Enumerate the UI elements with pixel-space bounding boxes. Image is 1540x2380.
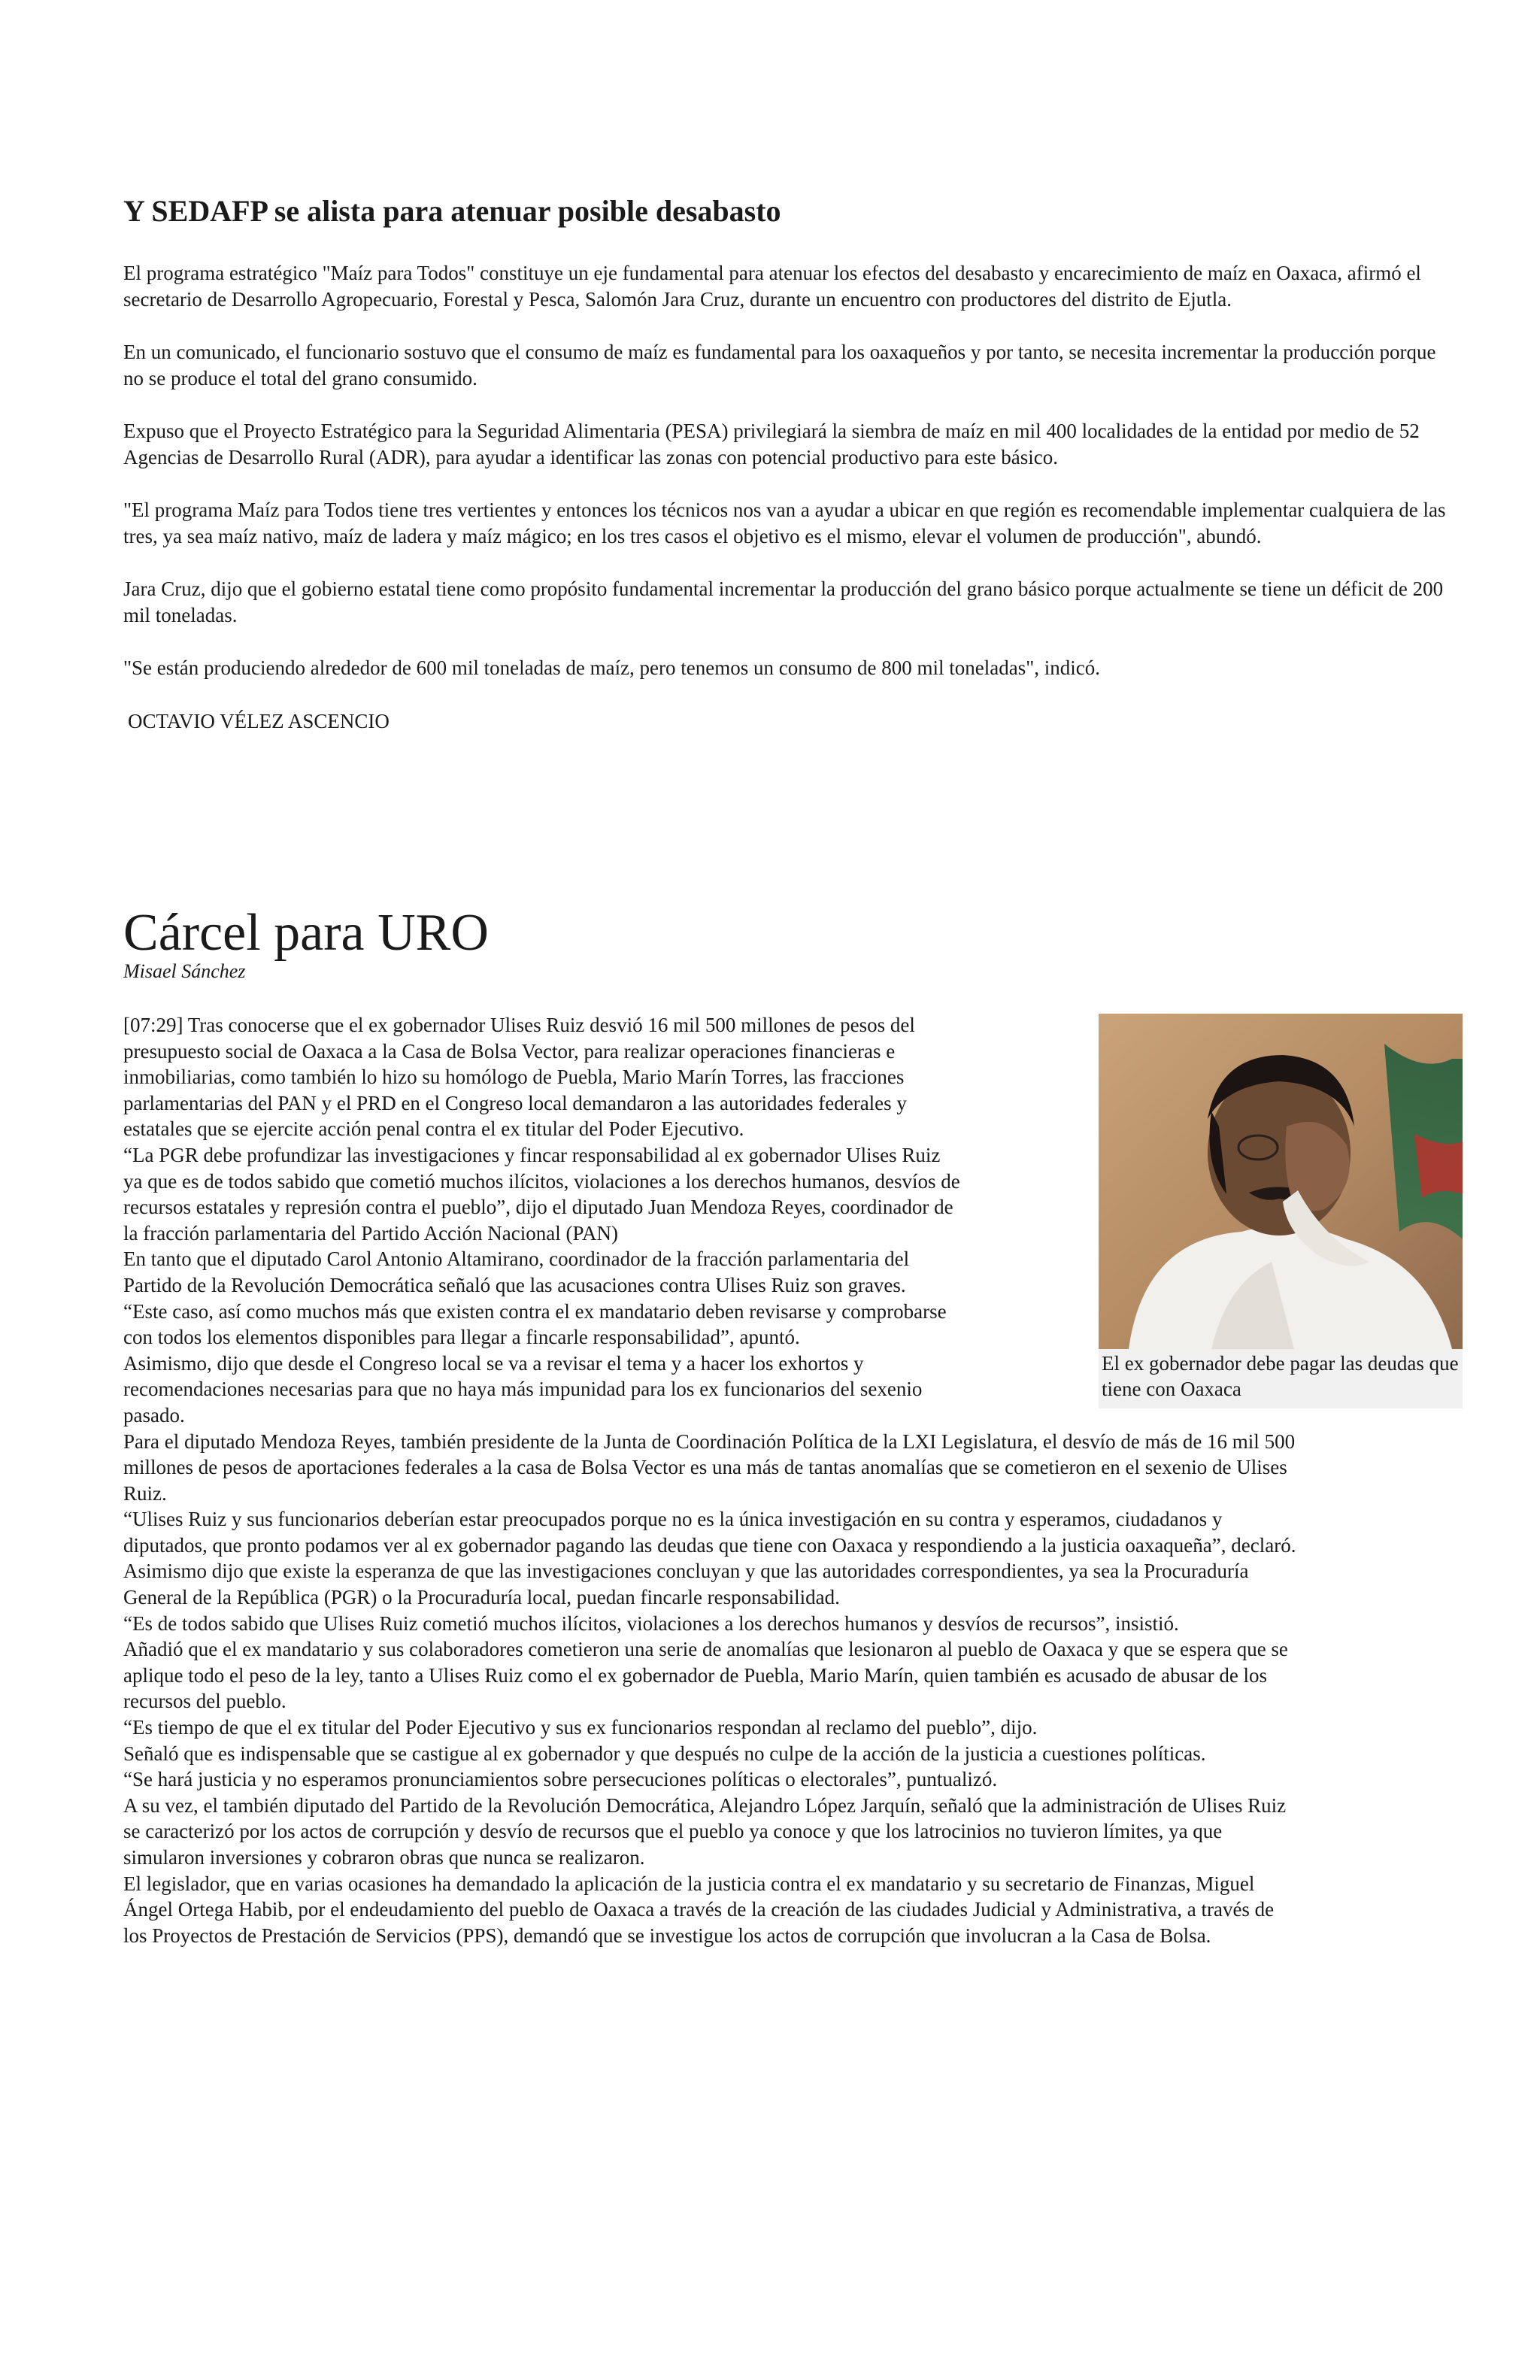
article-line: estatales que se ejercite acción penal contra el ex titular del Poder Ejecutivo.: [123, 1117, 744, 1141]
article-sedafp: [123, 193, 1447, 735]
article-byline: Misael Sánchez: [123, 960, 246, 982]
article-line: con todos los elementos disponibles para llegar a fincarle responsabilidad”, apuntó.: [123, 1326, 800, 1349]
article-line: Ruiz.: [123, 1481, 167, 1505]
article-paragraph: "Se están produciendo alrededor de 600 mil toneladas de maíz, pero tenemos un consumo de 800 mil toneladas", indicó.: [123, 656, 1100, 679]
article-line: simularon inversiones y cobraron obras que nunca se realizaron.: [123, 1846, 645, 1869]
article-line: “La PGR debe profundizar las investigaciones y fincar responsabilidad al ex gobernador Ulises Ruiz: [123, 1143, 941, 1166]
photo-caption: El ex gobernador debe pagar las deudas que tiene con Oaxaca: [1102, 1352, 1459, 1400]
article-line: Para el diputado Mendoza Reyes, también presidente de la Junta de Coordinación Política de la LXI Legislatura, el desvío de más de 16 mil 500: [123, 1430, 1296, 1453]
article-line: parlamentarias del PAN y el PRD en el Congreso local demandaron a las autoridades federales y: [123, 1091, 907, 1114]
article-line: General de la República (PGR) o la Procuraduría local, puedan fincarle responsabilidad.: [123, 1586, 840, 1609]
article-line: recomendaciones necesarias para que no haya más impunidad para los ex funcionarios del sexenio: [123, 1378, 923, 1401]
article-line: pasado.: [123, 1403, 185, 1426]
article-line: millones de pesos de aportaciones federales a la casa de Bolsa Vector es una más de tantas anomalías que se cometieron en el sexenio de Ulises: [123, 1456, 1287, 1479]
article-line: Ángel Ortega Habib, por el endeudamiento del pueblo de Oaxaca a través de la creación de las ciudades Judicial y Administrativa, a través de: [123, 1898, 1275, 1921]
article-line: presupuesto social de Oaxaca a la Casa de Bolsa Vector, para realizar operaciones financieras e: [123, 1039, 896, 1063]
article-paragraph: Jara Cruz, dijo que el gobierno estatal tiene como propósito fundamental incrementar la producción del grano básico porque actualmente se tiene un déficit de 200 mil toneladas.: [123, 578, 1444, 626]
article-line: Asimismo dijo que existe la esperanza de que las investigaciones concluyan y que las autoridades correspondientes, ya sea la Procuraduría: [123, 1560, 1249, 1583]
article-paragraph: Expuso que el Proyecto Estratégico para la Seguridad Alimentaria (PESA) privilegiará la siembra de maíz en mil 400 localidades de la entidad por medio de 52 Agencias de Desarrollo Rural (ADR), para ayudar a identificar las zonas con potencial productivo para este básico.: [123, 420, 1420, 468]
photo-figure: [1099, 1014, 1463, 1408]
article-paragraph: En un comunicado, el funcionario sostuvo que el consumo de maíz es fundamental para los oaxaqueños y por tanto, se necesita incrementar la producción porque no se produce el total del grano consumido.: [123, 341, 1436, 390]
article-paragraph: "El programa Maíz para Todos tiene tres vertientes y entonces los técnicos nos van a ayudar a ubicar en que región es recomendable implementar cualquiera de las tres, ya sea maíz nativo, maíz de ladera y maíz mágico; en los tres casos el objetivo es el mismo, elevar el volumen de producción", abundó.: [123, 499, 1446, 547]
article-line: “Es tiempo de que el ex titular del Poder Ejecutivo y sus ex funcionarios respondan al reclamo del pueblo”, dijo.: [123, 1716, 1038, 1739]
article-line: “Es de todos sabido que Ulises Ruiz cometió muchos ilícitos, violaciones a los derechos humanos y desvíos de recursos”, insistió.: [123, 1611, 1179, 1635]
article-line: Señaló que es indispensable que se castigue al ex gobernador y que después no culpe de la acción de la justicia a cuestiones políticas.: [123, 1742, 1206, 1765]
article-author: OCTAVIO VÉLEZ ASCENCIO: [128, 710, 390, 732]
article-line: “Este caso, así como muchos más que existen contra el ex mandatario deben revisarse y comprobarse: [123, 1299, 947, 1323]
article-line: se caracterizó por los actos de corrupción y desvío de recursos que el pueblo ya conoce y que los latrocinios no tuvieron límites, ya que: [123, 1820, 1223, 1843]
article-line: Añadió que el ex mandatario y sus colaboradores cometieron una serie de anomalías que lesionaron al pueblo de Oaxaca y que se espera que se: [123, 1638, 1288, 1661]
article-paragraph: El programa estratégico "Maíz para Todos" constituye un eje fundamental para atenuar los efectos del desabasto y encarecimiento de maíz en Oaxaca, afirmó el secretario de Desarrollo Agropecuario, Forestal y Pesca, Salomón Jara Cruz, durante un encuentro con productores del distrito de Ejutla.: [123, 262, 1421, 311]
article-line: recursos del pueblo.: [123, 1690, 286, 1713]
article-line: Asimismo, dijo que desde el Congreso local se va a revisar el tema y a hacer los exhortos y: [123, 1351, 864, 1375]
article-line: diputados, que pronto podamos ver al ex gobernador pagando las deudas que tiene con Oaxaca y respondiendo a la justicia oaxaqueña”, declaró.: [123, 1533, 1296, 1557]
article-line: “Se hará justicia y no esperamos pronunciamientos sobre persecuciones políticas o electorales”, puntualizó.: [123, 1768, 998, 1791]
article-line: En tanto que el diputado Carol Antonio Altamirano, coordinador de la fracción parlamentaria del: [123, 1248, 910, 1271]
article-line: [07:29] Tras conocerse que el ex gobernador Ulises Ruiz desvió 16 mil 500 millones de pesos del: [123, 1014, 915, 1036]
article-line: inmobiliarias, como también lo hizo su homólogo de Puebla, Mario Marín Torres, las fracciones: [123, 1066, 905, 1089]
article-line: recursos estatales y represión contra el pueblo”, dijo el diputado Juan Mendoza Reyes, coordinador de: [123, 1196, 953, 1219]
article-title: Y SEDAFP se alista para atenuar posible desabasto: [123, 194, 781, 228]
article-line: El legislador, que en varias ocasiones ha demandado la aplicación de la justicia contra el ex mandatario y su secretario de Finanzas, Miguel: [123, 1872, 1255, 1895]
article-line: la fracción parlamentaria del Partido Acción Nacional (PAN): [123, 1221, 619, 1245]
governor-photo: [1099, 1014, 1463, 1349]
article-line: A su vez, el también diputado del Partido de la Revolución Democrática, Alejandro López Jarquín, señaló que la administración de Ulises Ruiz: [123, 1793, 1287, 1817]
article-line: los Proyectos de Prestación de Servicios (PPS), demandó que se investigue los actos de corrupción que involucran a la Casa de Bolsa.: [123, 1924, 1211, 1947]
article-line: ya que es de todos sabido que cometió muchos ilícitos, violaciones a los derechos humanos, desvíos de: [123, 1169, 960, 1193]
article-line: aplique todo el peso de la ley, tanto a Ulises Ruiz como el ex gobernador de Puebla, Mario Marín, quien también es acusado de abusar de los: [123, 1663, 1268, 1687]
article-line: Partido de la Revolución Democrática señaló que las acusaciones contra Ulises Ruiz son graves.: [123, 1273, 906, 1296]
article-headline: Cárcel para URO: [123, 904, 489, 962]
article-line: “Ulises Ruiz y sus funcionarios deberían estar preocupados porque no es la única investigación en su contra y esperamos, ciudadanos y: [123, 1508, 1223, 1531]
